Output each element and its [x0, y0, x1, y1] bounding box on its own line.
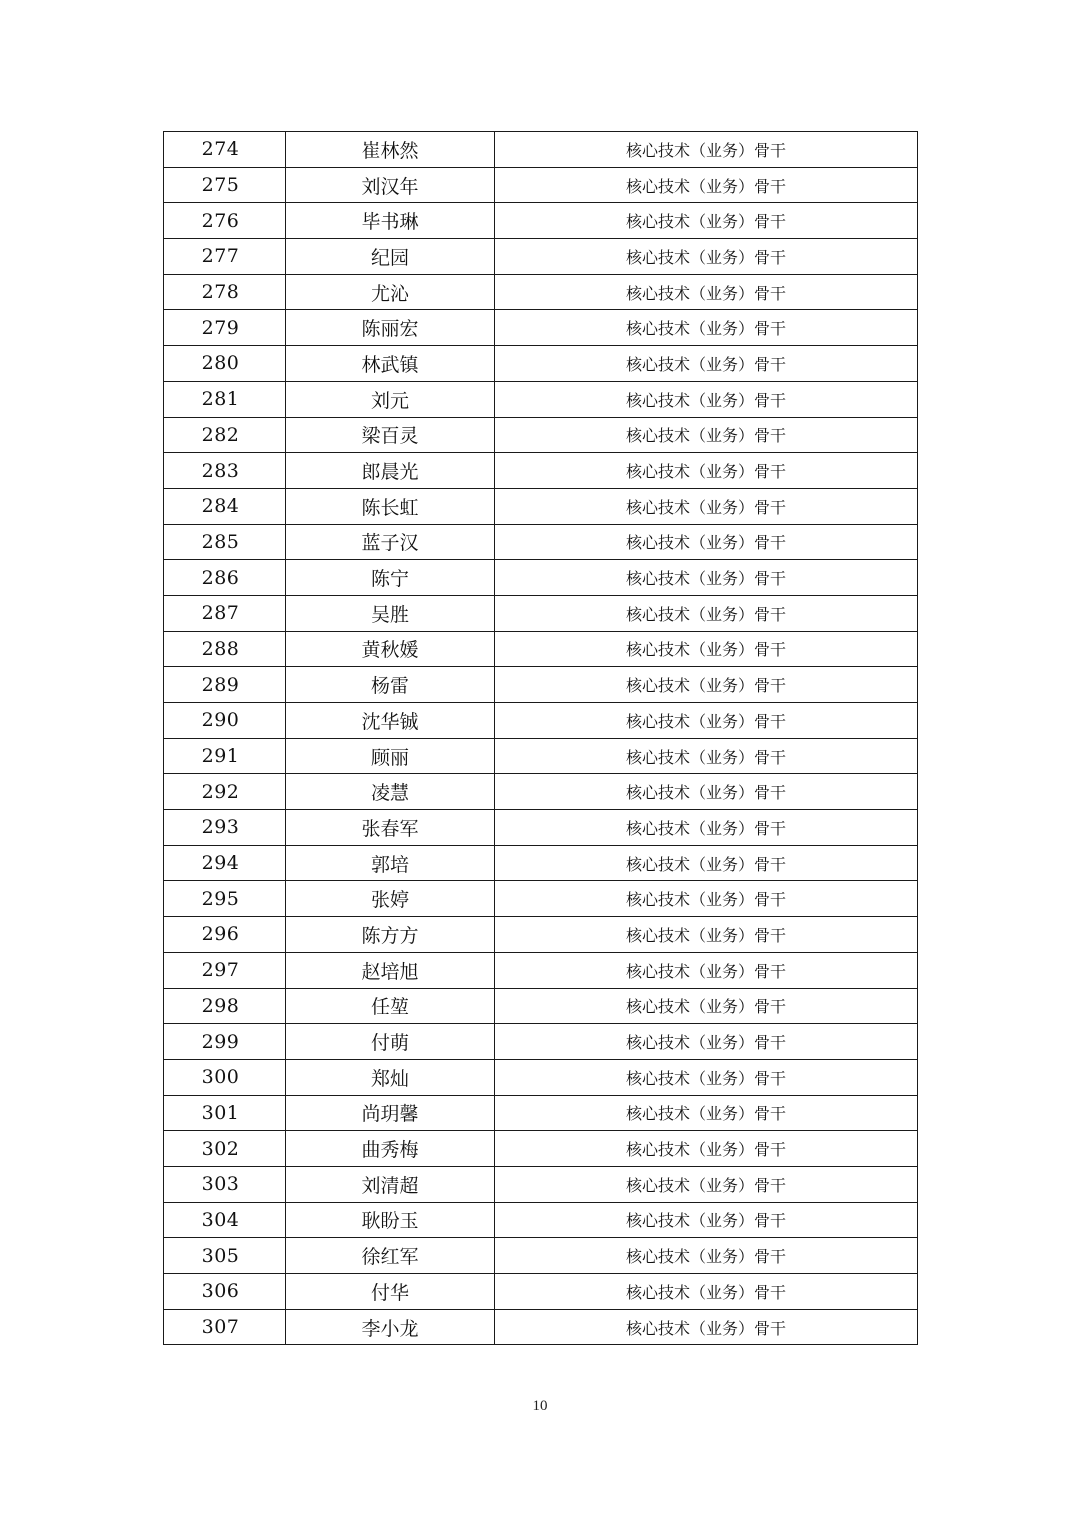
category-cell: 核心技术（业务）骨干 [495, 310, 918, 346]
name-cell: 陈长虹 [286, 488, 495, 524]
category-cell: 核心技术（业务）骨干 [495, 667, 918, 703]
category-cell: 核心技术（业务）骨干 [495, 132, 918, 168]
category-cell: 核心技术（业务）骨干 [495, 845, 918, 881]
row-number-cell: 288 [164, 631, 286, 667]
table-row [164, 1059, 918, 1095]
name-cell: 郎晨光 [286, 453, 495, 489]
row-number-cell: 285 [164, 524, 286, 560]
name-cell: 尚玥馨 [286, 1095, 495, 1131]
table-row [164, 917, 918, 953]
table-row [164, 1095, 918, 1131]
name-cell: 凌慧 [286, 774, 495, 810]
name-cell: 毕书琳 [286, 203, 495, 239]
row-number-cell: 281 [164, 381, 286, 417]
name-cell: 陈方方 [286, 917, 495, 953]
table-row [164, 1202, 918, 1238]
category-cell: 核心技术（业务）骨干 [495, 560, 918, 596]
category-cell: 核心技术（业务）骨干 [495, 810, 918, 846]
row-number-cell: 301 [164, 1095, 286, 1131]
row-number-cell: 280 [164, 346, 286, 382]
name-cell: 顾丽 [286, 738, 495, 774]
category-cell: 核心技术（业务）骨干 [495, 346, 918, 382]
row-number-cell: 278 [164, 274, 286, 310]
name-cell: 郭培 [286, 845, 495, 881]
row-number-cell: 289 [164, 667, 286, 703]
name-cell: 赵培旭 [286, 952, 495, 988]
name-cell: 尤沁 [286, 274, 495, 310]
table-row [164, 346, 918, 382]
name-cell: 张春军 [286, 810, 495, 846]
row-number-cell: 290 [164, 703, 286, 739]
category-cell: 核心技术（业务）骨干 [495, 274, 918, 310]
table-row [164, 1166, 918, 1202]
table-row [164, 1309, 918, 1345]
name-cell: 沈华铖 [286, 703, 495, 739]
category-cell: 核心技术（业务）骨干 [495, 524, 918, 560]
category-cell: 核心技术（业务）骨干 [495, 1309, 918, 1345]
table-body [164, 132, 918, 1345]
category-cell: 核心技术（业务）骨干 [495, 1166, 918, 1202]
page-number: 10 [532, 1398, 548, 1414]
category-cell: 核心技术（业务）骨干 [495, 239, 918, 275]
category-cell: 核心技术（业务）骨干 [495, 1059, 918, 1095]
category-cell: 核心技术（业务）骨干 [495, 203, 918, 239]
category-cell: 核心技术（业务）骨干 [495, 952, 918, 988]
name-cell: 耿盼玉 [286, 1202, 495, 1238]
row-number-cell: 296 [164, 917, 286, 953]
row-number-cell: 279 [164, 310, 286, 346]
row-number-cell: 287 [164, 595, 286, 631]
row-number-cell: 295 [164, 881, 286, 917]
name-cell: 张婷 [286, 881, 495, 917]
name-cell: 吴胜 [286, 595, 495, 631]
row-number-cell: 298 [164, 988, 286, 1024]
name-cell: 李小龙 [286, 1309, 495, 1345]
table-row [164, 1131, 918, 1167]
category-cell: 核心技术（业务）骨干 [495, 631, 918, 667]
row-number-cell: 291 [164, 738, 286, 774]
category-cell: 核心技术（业务）骨干 [495, 774, 918, 810]
table-row [164, 881, 918, 917]
row-number-cell: 275 [164, 167, 286, 203]
row-number-cell: 304 [164, 1202, 286, 1238]
name-cell: 刘元 [286, 381, 495, 417]
category-cell: 核心技术（业务）骨干 [495, 1131, 918, 1167]
category-cell: 核心技术（业务）骨干 [495, 453, 918, 489]
category-cell: 核心技术（业务）骨干 [495, 1274, 918, 1310]
row-number-cell: 299 [164, 1024, 286, 1060]
table-row [164, 417, 918, 453]
category-cell: 核心技术（业务）骨干 [495, 1024, 918, 1060]
category-cell: 核心技术（业务）骨干 [495, 738, 918, 774]
table-row [164, 524, 918, 560]
personnel-table [163, 131, 918, 1345]
category-cell: 核心技术（业务）骨干 [495, 917, 918, 953]
category-cell: 核心技术（业务）骨干 [495, 703, 918, 739]
category-cell: 核心技术（业务）骨干 [495, 417, 918, 453]
category-cell: 核心技术（业务）骨干 [495, 1095, 918, 1131]
row-number-cell: 303 [164, 1166, 286, 1202]
name-cell: 付华 [286, 1274, 495, 1310]
table-row [164, 132, 918, 168]
category-cell: 核心技术（业务）骨干 [495, 1238, 918, 1274]
table-row [164, 631, 918, 667]
table-row [164, 738, 918, 774]
table-row [164, 667, 918, 703]
row-number-cell: 297 [164, 952, 286, 988]
row-number-cell: 282 [164, 417, 286, 453]
table-row [164, 1274, 918, 1310]
category-cell: 核心技术（业务）骨干 [495, 488, 918, 524]
row-number-cell: 284 [164, 488, 286, 524]
table-row [164, 167, 918, 203]
name-cell: 刘汉年 [286, 167, 495, 203]
table-row [164, 239, 918, 275]
name-cell: 曲秀梅 [286, 1131, 495, 1167]
row-number-cell: 306 [164, 1274, 286, 1310]
table-row [164, 703, 918, 739]
name-cell: 付萌 [286, 1024, 495, 1060]
name-cell: 梁百灵 [286, 417, 495, 453]
table-row [164, 810, 918, 846]
name-cell: 纪园 [286, 239, 495, 275]
table-row [164, 453, 918, 489]
name-cell: 郑灿 [286, 1059, 495, 1095]
row-number-cell: 300 [164, 1059, 286, 1095]
name-cell: 刘清超 [286, 1166, 495, 1202]
table-row [164, 845, 918, 881]
name-cell: 陈宁 [286, 560, 495, 596]
row-number-cell: 277 [164, 239, 286, 275]
table-row [164, 988, 918, 1024]
row-number-cell: 305 [164, 1238, 286, 1274]
name-cell: 任堃 [286, 988, 495, 1024]
row-number-cell: 286 [164, 560, 286, 596]
row-number-cell: 294 [164, 845, 286, 881]
row-number-cell: 283 [164, 453, 286, 489]
row-number-cell: 292 [164, 774, 286, 810]
category-cell: 核心技术（业务）骨干 [495, 988, 918, 1024]
table-row [164, 1024, 918, 1060]
name-cell: 蓝子汉 [286, 524, 495, 560]
row-number-cell: 307 [164, 1309, 286, 1345]
name-cell: 杨雷 [286, 667, 495, 703]
table-row [164, 560, 918, 596]
row-number-cell: 276 [164, 203, 286, 239]
category-cell: 核心技术（业务）骨干 [495, 881, 918, 917]
table-row [164, 488, 918, 524]
table-row [164, 274, 918, 310]
row-number-cell: 293 [164, 810, 286, 846]
name-cell: 徐红军 [286, 1238, 495, 1274]
name-cell: 崔林然 [286, 132, 495, 168]
category-cell: 核心技术（业务）骨干 [495, 167, 918, 203]
table-row [164, 381, 918, 417]
row-number-cell: 302 [164, 1131, 286, 1167]
table-row [164, 1238, 918, 1274]
name-cell: 陈丽宏 [286, 310, 495, 346]
table-row [164, 310, 918, 346]
table-row [164, 595, 918, 631]
name-cell: 林武镇 [286, 346, 495, 382]
category-cell: 核心技术（业务）骨干 [495, 595, 918, 631]
category-cell: 核心技术（业务）骨干 [495, 1202, 918, 1238]
table-row [164, 203, 918, 239]
table-row [164, 774, 918, 810]
name-cell: 黄秋媛 [286, 631, 495, 667]
row-number-cell: 274 [164, 132, 286, 168]
table-row [164, 952, 918, 988]
category-cell: 核心技术（业务）骨干 [495, 381, 918, 417]
